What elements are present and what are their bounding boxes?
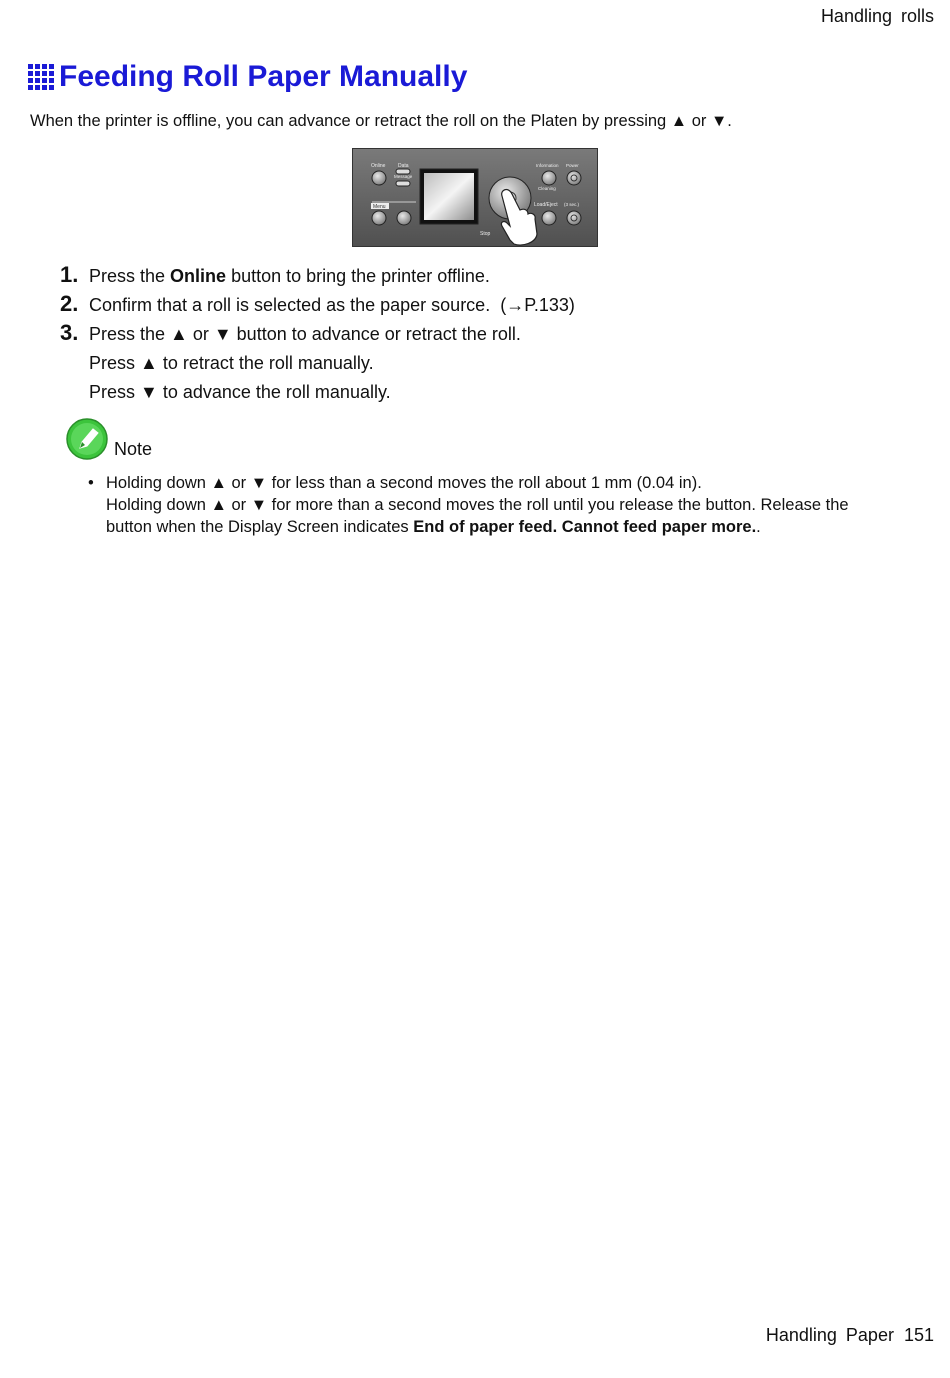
menu-button [372,211,386,225]
note-header [66,418,896,462]
section-grid-icon [28,64,54,90]
page-title: Feeding Roll Paper Manually [59,60,468,93]
step-3-detail-retract: Press ▲ to retract the roll manually. [89,353,374,373]
panel-label-menu: Menu [373,204,386,210]
note-block [66,418,896,538]
step-text-post: button to bring the printer offline. [226,266,490,286]
bullet: • [88,474,94,492]
panel-label-message: Message [394,174,413,179]
step-1 [60,262,575,291]
step-text [89,266,490,287]
stop-button [567,211,581,225]
note-pencil-icon [66,418,110,462]
step-3-detail-advance: Press ▼ to advance the roll manually. [89,382,391,402]
intro-paragraph: When the printer is offline, you can advance or retract the roll on the Platen by pressing ▲ or ▼. [30,112,732,130]
panel-label-online: Online [371,163,386,169]
back-button [397,211,411,225]
page-number: 151 [903,1325,934,1345]
title-row [28,60,467,94]
footer-section: Handling Paper [765,1325,894,1345]
note-tail: . [756,518,761,536]
note-line-2-text: Holding down ▲ or ▼ for more than a second moves the roll until you release the button. Release the button when the Display Screen indicates [106,496,854,536]
message-led [396,181,410,186]
note-label: Note [114,439,153,459]
note-line-1: Holding down ▲ or ▼ for less than a second moves the roll about 1 mm (0.04 in). [106,474,702,492]
load-eject-button [542,211,556,225]
panel-label-stop3sec: (3 sec.) [564,202,580,207]
note-bold-1: End of paper feed. [413,518,558,536]
step-text: Confirm that a roll is selected as the paper source. (→P.133) [89,295,575,315]
panel-label-information: Information [536,163,559,168]
information-button [542,171,556,185]
online-term: Online [170,266,227,286]
note-line-2 [106,494,896,538]
running-header: Handling rolls [820,6,934,26]
running-footer [766,1325,934,1346]
panel-label-data: Data [398,163,409,169]
data-led [396,169,410,174]
panel-label-load-eject: Load/Eject [534,202,558,208]
online-button [372,171,386,185]
panel-label-stop: Stop [480,231,491,237]
step-text: Press the ▲ or ▼ button to advance or retract the roll. [89,324,521,344]
step-number: 3. [60,320,79,345]
power-button [567,171,581,185]
panel-label-power: Power [566,163,579,168]
control-panel-image [352,148,598,247]
step-text-pre: Press the [89,266,171,286]
panel-label-cleaning: Cleaning [538,186,556,191]
step-3 [60,320,575,349]
note-item [66,472,896,538]
step-2 [60,291,575,320]
steps-list [60,262,575,407]
step-number: 1. [60,262,79,287]
step-number: 2. [60,291,79,316]
note-bold-2: Cannot feed paper more. [561,518,757,536]
